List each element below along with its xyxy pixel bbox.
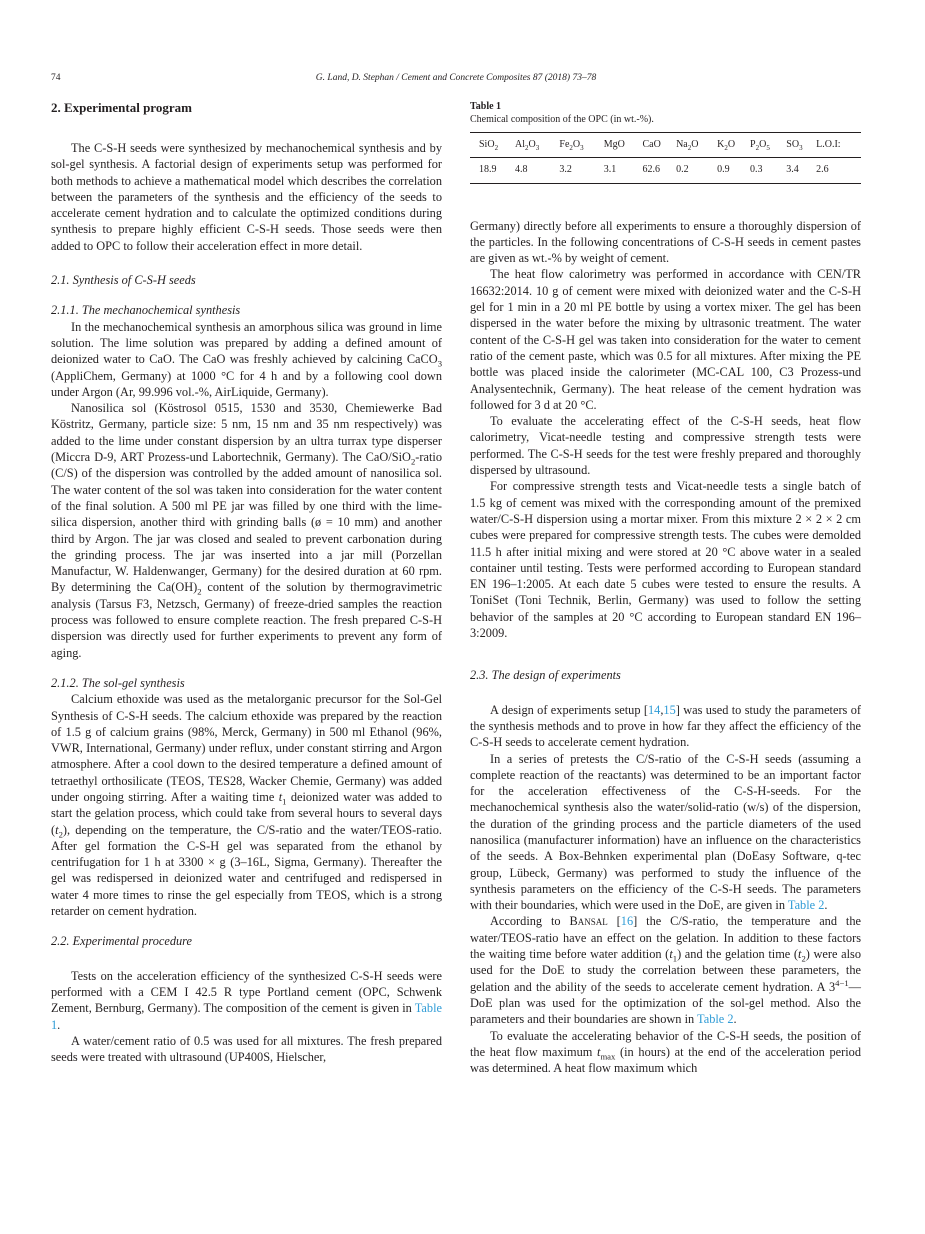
table-1 xyxy=(470,132,861,184)
table-header-cell: $Na_2O$ xyxy=(676,139,699,152)
table-1-link[interactable]: Table 1 xyxy=(51,1001,442,1032)
table-header-cell: $SO_3$ xyxy=(786,139,803,152)
left-column xyxy=(51,100,442,1065)
table-cell: 62.6 xyxy=(642,164,660,176)
table-header-cell: $K_2O$ xyxy=(717,139,736,152)
table-2-link[interactable]: Table 2 xyxy=(787,898,825,913)
paragraph-compressive-strength: For compressive strength tests and Vicat-needle tests a single batch of 1.5 kg of cement was mixed with the corresponding amount of the premixed water/C-S-H dispersion using a mortar mixer. From this mixture 2 × 2 × 2 cm cubes were prepared for compressive strength tests. The cubes were demolded 11.5 h after initial mixing and were stored at 20 °C above water in a sealed container until testing. Tests were performed according to European standard EN 196–1:2005. At each date 5 cubes were tested to ensure the results. A ToniSet (Toni Technik, Berlin, Germany) was used to follow the setting behavior of the samples at 20 °C according to European standard EN 196–3:2009. xyxy=(470,479,861,641)
page-number: 74 xyxy=(51,73,61,83)
section-heading-experimental-program: 2. Experimental program xyxy=(51,100,192,115)
paragraph-doe-3: According to Bansal [16] the C/S-ratio, the temperature and the water/TEOS-ratio have an effect on the gelation. In addition to these factors the waiting time before water addition $(t_1)$ and the gelation time $(t_2)$ were also used for the DoE to study the correlation between these parameters, the gelation and the ability of the seeds to accelerate cement hydration. A $3^{4-1}—DoE$ plan was used for the optimization of the sol-gel method. Also the parameters and their boundaries are shown in Table 2. xyxy=(470,914,861,1027)
subsection-heading-design-of-experiments: 2.3. The design of experiments xyxy=(470,668,621,683)
subsection-heading-experimental-procedure: 2.2. Experimental procedure xyxy=(51,934,193,949)
table-cell: 3.2 xyxy=(559,164,572,176)
reference-link-16[interactable]: 16 xyxy=(620,914,634,929)
table-header-cell: $Fe_2O_3$ xyxy=(559,139,584,152)
reference-link-15[interactable]: 15 xyxy=(663,702,676,717)
table-header-cell: $P_2O_5$ xyxy=(750,139,770,152)
table-header-cell: L.O.I: xyxy=(816,139,841,150)
paragraph-continuation: Germany) directly before all experiments to ensure a thoroughly dispersion of the particles. In the following concentrations of C-S-H seeds in cement pastes are given as wt.-% by weight of cement. xyxy=(470,218,861,266)
table-cell: 3.1 xyxy=(603,164,617,176)
paragraph-procedure-1: Tests on the acceleration efficiency of the synthesized C-S-H seeds were performed with a CEM I 42.5 R type Portland cement (OPC, Schwenk Zement, Bernburg, Germany). The composition of the cement is given in Table 1. xyxy=(51,968,442,1032)
right-column xyxy=(470,100,861,1076)
table-1-caption: Chemical composition of the OPC (in wt.-%). xyxy=(470,114,654,125)
paragraph-evaluation: To evaluate the accelerating effect of the C-S-H seeds, heat flow calorimetry, Vicat-needle testing and compressive strength tests were performed. The C-S-H seeds for the test were freshly prepared and thoroughly dispersed by ultrasound. xyxy=(470,414,861,478)
table-cell: 18.9 xyxy=(479,164,497,176)
table-2-link[interactable]: Table 2 xyxy=(697,1012,734,1027)
paragraph-mechanochemical-1: In the mechanochemical synthesis an amorphous silica was ground in lime solution. The lime solution was prepared by adding a defined amount of deionized water to CaO. The CaO was freshly achieved by calcining CaCO$_3$ (AppliChem, Germany) at 1000 °C for 4 h and by a following cool down under Argon (Ar, 99.996 vol.-%, AirLiquide, Germany). xyxy=(51,319,442,399)
journal-citation: G. Land, D. Stephan / Cement and Concrete Composites 87 (2018) 73–78 xyxy=(315,73,597,83)
author-name: Bansal xyxy=(569,914,608,929)
table-cell: 3.4 xyxy=(786,164,799,176)
table-header-cell: CaO xyxy=(642,139,661,150)
table-1-title: Table 1 xyxy=(470,101,502,112)
table-header-cell: $Al_2O_3$ xyxy=(515,139,540,152)
paragraph-doe-4: To evaluate the accelerating behavior of the C-S-H seeds, the position of the heat flow maximum $t_{max}$ (in hours) at the end of the acceleration period was determined. A heat flow maximum which xyxy=(470,1028,861,1076)
paragraph-solgel: Calcium ethoxide was used as the metalorganic precursor for the Sol-Gel Synthesis of C-S-H seeds. The calcium ethoxide was prepared by the reaction of 1.5 g of calcium grains (98%, Merck, Germany) in 500 ml Ethanol (96%, VWR, International, Germany) under reflux, under constant stirring and Argon atmosphere. After a cool down to the desired temperature a defined amount of tetraethyl orthosilicate (TEOS, TES28, Wacker Chemie, Germany) was added under ongoing stirring. After a waiting time $t_1$ deionized water was added to start the gelation process, which could take from several hours to several days $(t_2)$, depending on the temperature, the C/S-ratio and the water/TEOS-ratio. After gel formation the C-S-H gel was separated from the ethanol by centrifugation for 1 h at 3300 × g (3–16L, Sigma, Germany). Thereafter the gel was redispersed in deionized water and centrifuged and redispersed in water 4 more times to rinse the gel especially from TEOS, which is a strong retarder on cement hydration. xyxy=(51,692,442,919)
paragraph-procedure-2: A water/cement ratio of 0.5 was used for all mixtures. The fresh prepared seeds were treated with ultrasound (UP400S, Hielscher, xyxy=(51,1033,442,1065)
subsection-heading-synthesis: 2.1. Synthesis of C-S-H seeds xyxy=(51,273,196,288)
table-header-cell: MgO xyxy=(603,139,625,150)
paragraph-doe-1: A design of experiments setup [14,15] was used to study the parameters of the synthesis methods and to prove in how far they affect the efficiency of the C-S-H seeds to accelerate cement hydration. xyxy=(470,702,861,750)
subsubsection-heading-mechanochemical: 2.1.1. The mechanochemical synthesis xyxy=(51,303,241,318)
table-row xyxy=(470,158,861,183)
table-cell: 0.3 xyxy=(750,164,763,176)
paragraph-mechanochemical-2: Nanosilica sol (Köstrosol 0515, 1530 and 3530, Chemiewerke Bad Köstritz, Germany, particle size: 5 nm, 15 nm and 35 nm respectively) was added to the lime under constant dispersion by an ultra turrax type disperser (Miccra D-9, ART Prozess-und Labortechnik, Germany). The CaO/SiO$_2$-ratio (C/S) of the dispersion was controlled by the added amount of nanosilica sol. The water content of the sol was taken into consideration for the water content of the final solution. A 500 ml PE jar was filled by one third with the lime-silica dispersion, another third with grinding balls (ø = 10 mm) and another third by Argon. The jar was closed and sealed to prevent carbonation during the grinding process. The jar was inserted into a jar mill (Porzellan Manufactur, W. Haldenwanger, Germany) for the desired duration at 60 rpm. By determining the $Ca(OH)_2$ content of the solution by thermogravimetric analysis (Tarsus F3, Netzsch, Germany) of freeze-dried samples the reaction process was followed to ensure complete reaction. The fresh prepared C-S-H dispersion was directly used for further experiments to prevent any form of aging. xyxy=(51,401,442,660)
table-cell: 2.6 xyxy=(816,164,829,176)
reference-link-14[interactable]: 14 xyxy=(647,702,661,717)
paragraph-intro: The C-S-H seeds were synthesized by mechanochemical synthesis and by sol-gel synthesis. A factorial design of experiments setup was performed for both methods to achieve a mathematical model which describes the correlation between the parameters of the synthesis and the efficiency of the seeds to accelerate cement hydration and to calculate the optimized conditions during synthesis to prepare highly efficient C-S-H seeds. Those seeds were then added to OPC to follow their acceleration effect in more detail. xyxy=(51,141,442,253)
table-cell: 4.8 xyxy=(515,164,528,176)
table-header-cell: SiO$_2$ xyxy=(479,139,499,152)
running-head xyxy=(51,73,861,87)
table-header-row xyxy=(470,133,861,158)
subsubsection-heading-solgel: 2.1.2. The sol-gel synthesis xyxy=(51,675,185,690)
paragraph-calorimetry: The heat flow calorimetry was performed in accordance with CEN/TR 16632:2014. 10 g of cement were mixed with deionized water and the C-S-H gel for 1 min in a 20 ml PE bottle by using a vortex mixer. The gel has been dispersed in the water before the mixing by ultrasonic treatment. The water content of the C-S-H gel was taken into consideration for the water to cement ratio of the cement paste, which was 0.5 for all mixtures. After mixing the PE bottle was placed inside the calorimeter (MC-CAL 100, C3 Prozess-und Analysentechnik, Germany). The heat release of the cement hydration was followed for 3 d at 20 °C. xyxy=(470,267,861,412)
paragraph-doe-2: In a series of pretests the C/S-ratio of the C-S-H seeds (assuming a complete reaction of the reactants) was determined to be an important factor for the acceleration effectiveness of the C-S-H-seeds. For the mechanochemical synthesis also the water/solid-ratio (w/s) of the dispersion, the duration of the grinding process and the particle diameters of the used nanosilica (manufacturer information) have an influence on the characteristics of the seeds. A Box-Behnken experimental plan (DoEasy Software, q-tec group, Lübeck, Germany) was performed to study the influence of the synthesis parameters on the efficiency of the C-S-H seeds. The parameters with their boundaries, which were used in the DoE, are given in Table 2. xyxy=(470,751,861,913)
table-cell: 0.9 xyxy=(717,164,730,176)
table-cell: 0.2 xyxy=(676,164,689,176)
